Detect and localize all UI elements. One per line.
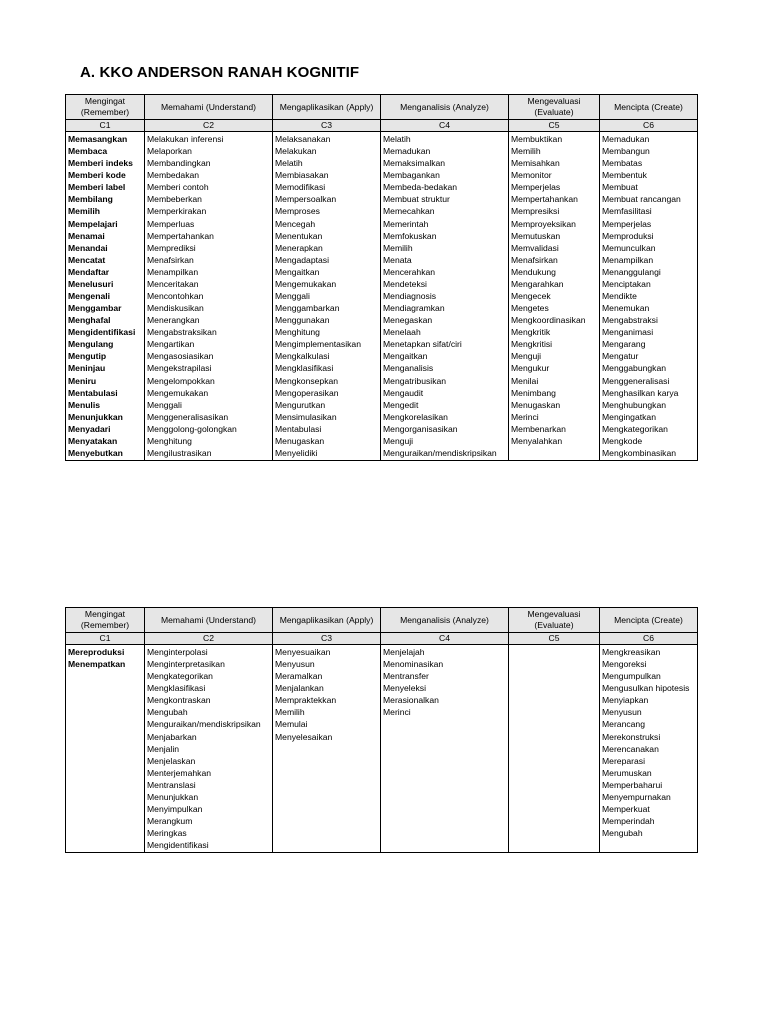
verb-item: Membiasakan xyxy=(275,170,329,181)
header-c3: Mengaplikasikan (Apply) xyxy=(273,608,381,633)
verb-item: Menjelajah xyxy=(383,647,425,657)
verb-item: Memecahkan xyxy=(383,206,435,217)
verb-item: Menelaah xyxy=(383,327,421,338)
verb-item: Memilih xyxy=(275,707,305,718)
verb-item: Mempertahankan xyxy=(511,194,578,205)
verb-item: Melakukan xyxy=(275,146,317,157)
page-title: A. KKO ANDERSON RANAH KOGNITIF xyxy=(80,64,360,81)
verb-item: Mencerahkan xyxy=(383,266,436,277)
verb-item: Menyebutkan xyxy=(68,448,123,459)
header-c2: Memahami (Understand) xyxy=(145,95,273,120)
verb-item: Mengabstraksi xyxy=(602,315,658,326)
verb-item: Mengimplementasikan xyxy=(275,339,361,350)
verb-item: Menghasilkan karya xyxy=(602,387,679,398)
verb-item: Memutuskan xyxy=(511,230,561,241)
verb-item: Mendikte xyxy=(602,291,637,302)
code-c3: C3 xyxy=(273,633,381,645)
verb-item: Mengoreksi xyxy=(602,659,647,670)
verb-item: Menyusun xyxy=(275,659,315,670)
verb-item: Mendukung xyxy=(511,266,556,277)
verb-item: Mentabulasi xyxy=(68,387,118,398)
verb-item: Menjelaskan xyxy=(147,755,196,766)
verb-item: Menamai xyxy=(68,230,105,241)
header-row xyxy=(66,95,698,120)
verb-item: Mereparasi xyxy=(602,755,645,766)
verb-item: Memberi kode xyxy=(68,170,126,181)
verb-item: Mengarang xyxy=(602,339,646,350)
verb-item: Mengabstraksikan xyxy=(147,327,217,338)
verb-item: Mengoperasikan xyxy=(275,387,339,398)
verb-item: Mengkontraskan xyxy=(147,695,211,706)
verb-item: Memadukan xyxy=(383,146,431,157)
verb-item: Mengenali xyxy=(68,291,111,302)
verb-item: Mentranslasi xyxy=(147,779,196,790)
verb-item: Mengklasifikasi xyxy=(275,363,334,374)
verb-item: Meninjau xyxy=(68,363,106,374)
verb-item: Mencegah xyxy=(275,218,316,229)
code-c1: C1 xyxy=(66,120,145,132)
verb-item: Memproyeksikan xyxy=(511,218,576,229)
verb-item: Mengemukakan xyxy=(147,387,209,398)
column-c5 xyxy=(509,132,600,461)
verb-item: Membeda-bedakan xyxy=(383,182,458,193)
verb-item: Mengkode xyxy=(602,435,643,446)
verb-item: Menjabarkan xyxy=(147,731,197,742)
verb-item: Memperjelas xyxy=(602,218,652,229)
verb-item: Mengkalkulasi xyxy=(275,351,330,362)
verb-item: Menggeneralisasi xyxy=(602,375,670,386)
verb-item: Mengidentifikasi xyxy=(68,327,136,338)
verb-item: Mencontohkan xyxy=(147,291,204,302)
verb-item: Membandingkan xyxy=(147,158,211,169)
column-c1 xyxy=(66,645,145,853)
verb-item: Membaca xyxy=(68,146,108,157)
verb-item: Menentukan xyxy=(275,230,323,241)
verb-item: Menggali xyxy=(275,291,310,302)
verb-item: Menghafal xyxy=(68,315,111,326)
verb-item: Menggabungkan xyxy=(602,363,667,374)
verb-item: Menyiapkan xyxy=(602,695,649,706)
verb-item: Menominasikan xyxy=(383,659,444,670)
verb-item: Mengklasifikasi xyxy=(147,683,206,694)
header-c5: Mengevaluasi (Evaluate) xyxy=(509,608,600,633)
verb-item: Menceritakan xyxy=(147,278,199,289)
verb-item: Memperkirakan xyxy=(147,206,207,217)
verb-item: Meramalkan xyxy=(275,671,323,682)
code-c3: C3 xyxy=(273,120,381,132)
verb-item: Mengasosiasikan xyxy=(147,351,214,362)
table-row xyxy=(66,645,698,853)
code-c4: C4 xyxy=(381,120,509,132)
kko-table-2 xyxy=(65,607,698,853)
verb-item: Mengemukakan xyxy=(275,278,337,289)
verb-item: Menghubungkan xyxy=(602,399,667,410)
verb-item: Melatih xyxy=(383,134,411,144)
verb-item: Menetapkan sifat/ciri xyxy=(383,339,462,350)
verb-item: Mengubah xyxy=(147,707,188,718)
verb-item: Menilai xyxy=(511,375,539,386)
verb-item: Meniru xyxy=(68,375,97,386)
verb-item: Menganimasi xyxy=(602,327,654,338)
code-row xyxy=(66,120,698,132)
verb-item: Merumuskan xyxy=(602,767,652,778)
verb-item: Memilih xyxy=(383,242,413,253)
verb-item: Mengingatkan xyxy=(602,411,656,422)
verb-item: Menerapkan xyxy=(275,242,323,253)
verb-item: Mendiskusikan xyxy=(147,303,204,314)
header-c1: Mengingat (Remember) xyxy=(66,95,145,120)
verb-item: Menanggulangi xyxy=(602,266,661,277)
verb-item: Menata xyxy=(383,254,412,265)
verb-item: Menyelidiki xyxy=(275,448,318,459)
verb-item: Menugaskan xyxy=(275,435,325,446)
verb-item: Menggambarkan xyxy=(275,303,340,314)
verb-item: Memulai xyxy=(275,719,308,730)
verb-item: Membuat rancangan xyxy=(602,194,681,205)
verb-item: Mengidentifikasi xyxy=(147,840,209,851)
verb-item: Menyesuaikan xyxy=(275,647,331,657)
verb-item: Membangun xyxy=(602,146,650,157)
verb-item: Membatas xyxy=(602,158,643,169)
verb-item: Memproduksi xyxy=(602,230,654,241)
verb-item: Mengukur xyxy=(511,363,550,374)
verb-item: Mempelajari xyxy=(68,218,118,229)
verb-item: Memprediksi xyxy=(147,242,196,253)
verb-item: Mengkreasikan xyxy=(602,647,661,657)
column-c1 xyxy=(66,132,145,461)
verb-item: Menginterpolasi xyxy=(147,647,208,657)
verb-item: Menjalin xyxy=(147,743,180,754)
header-row xyxy=(66,608,698,633)
verb-item: Memperkuat xyxy=(602,804,650,815)
verb-item: Mengilustrasikan xyxy=(147,448,212,459)
verb-item: Mengkorelasikan xyxy=(383,411,448,422)
verb-item: Membeberkan xyxy=(147,194,202,205)
verb-item: Menterjemahkan xyxy=(147,767,212,778)
verb-item: Mengkoordinasikan xyxy=(511,315,586,326)
verb-item: Menyelesaikan xyxy=(275,731,333,742)
verb-item: Merencanakan xyxy=(602,743,659,754)
verb-item: Mengkategorikan xyxy=(147,671,213,682)
verb-item: Menginterpretasikan xyxy=(147,659,225,670)
verb-item: Melatih xyxy=(275,158,303,169)
verb-item: Melaporkan xyxy=(147,146,192,157)
verb-item: Memperluas xyxy=(147,218,195,229)
verb-item: Menyusun xyxy=(602,707,642,718)
verb-item: Memilih xyxy=(511,146,541,157)
verb-item: Melaksanakan xyxy=(275,134,331,144)
code-c6: C6 xyxy=(600,120,698,132)
header-c4: Menganalisis (Analyze) xyxy=(381,608,509,633)
verb-item: Mentabulasi xyxy=(275,423,322,434)
verb-item: Mendeteksi xyxy=(383,278,427,289)
verb-item: Menjalankan xyxy=(275,683,324,694)
verb-item: Mengatur xyxy=(602,351,639,362)
header-c3: Mengaplikasikan (Apply) xyxy=(273,95,381,120)
verb-item: Memaksimalkan xyxy=(383,158,446,169)
verb-item: Membentuk xyxy=(602,170,647,181)
verb-item: Menyatakan xyxy=(68,435,118,446)
verb-item: Memperindah xyxy=(602,816,655,827)
verb-item: Membuat struktur xyxy=(383,194,450,205)
verb-item: Mengkategorikan xyxy=(602,423,668,434)
verb-item: Menemukan xyxy=(602,303,650,314)
column-c2 xyxy=(145,645,273,853)
verb-item: Merinci xyxy=(511,411,539,422)
verb-item: Mengkritisi xyxy=(511,339,553,350)
verb-item: Mencatat xyxy=(68,254,106,265)
verb-item: Menggolong-golongkan xyxy=(147,423,237,434)
column-c5 xyxy=(509,645,600,853)
verb-item: Mempersoalkan xyxy=(275,194,337,205)
verb-item: Mendiagnosis xyxy=(383,291,437,302)
verb-item: Menghitung xyxy=(275,327,320,338)
code-c6: C6 xyxy=(600,633,698,645)
verb-item: Memberi indeks xyxy=(68,158,133,169)
verb-item: Mengaitkan xyxy=(383,351,428,362)
verb-item: Memberi contoh xyxy=(147,182,209,193)
verb-item: Mengaudit xyxy=(383,387,424,398)
verb-item: Memisahkan xyxy=(511,158,560,169)
header-c1: Mengingat (Remember) xyxy=(66,608,145,633)
verb-item: Mengedit xyxy=(383,399,419,410)
header-c2: Memahami (Understand) xyxy=(145,608,273,633)
verb-item: Menggali xyxy=(147,399,182,410)
verb-item: Mengetes xyxy=(511,303,549,314)
header-c6: Mencipta (Create) xyxy=(600,608,698,633)
verb-item: Memunculkan xyxy=(602,242,656,253)
verb-item: Membuat xyxy=(602,182,638,193)
verb-item: Membilang xyxy=(68,194,113,205)
column-c3 xyxy=(273,645,381,853)
code-c5: C5 xyxy=(509,120,600,132)
verb-item: Menugaskan xyxy=(511,399,561,410)
column-c4 xyxy=(381,132,509,461)
verb-item: Mengaitkan xyxy=(275,266,320,277)
verb-item: Menelusuri xyxy=(68,278,114,289)
verb-item: Mempraktekkan xyxy=(275,695,337,706)
verb-item: Memilih xyxy=(68,206,100,217)
verb-item: Mengulang xyxy=(68,339,114,350)
verb-item: Mengubah xyxy=(602,828,643,839)
column-c2 xyxy=(145,132,273,461)
column-c3 xyxy=(273,132,381,461)
verb-item: Menafsirkan xyxy=(511,254,558,265)
verb-item: Menampilkan xyxy=(147,266,199,277)
verb-item: Mengadaptasi xyxy=(275,254,329,265)
code-c5: C5 xyxy=(509,633,600,645)
verb-item: Mengelompokkan xyxy=(147,375,215,386)
verb-item: Memberi label xyxy=(68,182,126,193)
verb-item: Memfasilitasi xyxy=(602,206,652,217)
kko-table-1 xyxy=(65,94,698,461)
verb-item: Menerangkan xyxy=(147,315,200,326)
verb-item: Membenarkan xyxy=(511,423,566,434)
column-c6 xyxy=(600,645,698,853)
verb-item: Menyadari xyxy=(68,423,111,434)
verb-item: Memperjelas xyxy=(511,182,561,193)
verb-item: Mengurutkan xyxy=(275,399,326,410)
verb-item: Mempresiksi xyxy=(511,206,560,217)
verb-item: Membedakan xyxy=(147,170,200,181)
verb-item: Memfokuskan xyxy=(383,230,437,241)
verb-item: Membuktikan xyxy=(511,134,563,144)
code-row xyxy=(66,633,698,645)
verb-item: Mengumpulkan xyxy=(602,671,661,682)
header-c5: Mengevaluasi (Evaluate) xyxy=(509,95,600,120)
verb-item: Mengusulkan hipotesis xyxy=(602,683,690,694)
table-row xyxy=(66,132,698,461)
verb-item: Meringkas xyxy=(147,828,187,839)
verb-item: Mendiagramkan xyxy=(383,303,445,314)
verb-item: Merancang xyxy=(602,719,645,730)
verb-item: Menggambar xyxy=(68,303,122,314)
verb-item: Membagankan xyxy=(383,170,440,181)
verb-item: Memproses xyxy=(275,206,320,217)
verb-item: Menyempurnakan xyxy=(602,791,671,802)
verb-item: Mengarahkan xyxy=(511,278,564,289)
verb-item: Menguji xyxy=(383,435,414,446)
verb-item: Memperbaharui xyxy=(602,779,663,790)
column-c6 xyxy=(600,132,698,461)
code-c4: C4 xyxy=(381,633,509,645)
verb-item: Menguraikan/mendiskripsikan xyxy=(383,448,497,459)
verb-item: Memodifikasi xyxy=(275,182,326,193)
verb-item: Menguji xyxy=(511,351,542,362)
verb-item: Menunjukkan xyxy=(147,791,199,802)
verb-item: Mengorganisasikan xyxy=(383,423,458,434)
verb-item: Menganalisis xyxy=(383,363,434,374)
code-c1: C1 xyxy=(66,633,145,645)
verb-item: Merangkum xyxy=(147,816,193,827)
verb-item: Mengatribusikan xyxy=(383,375,447,386)
verb-item: Mensimulasikan xyxy=(275,411,337,422)
verb-item: Menimbang xyxy=(511,387,556,398)
verb-item: Memerintah xyxy=(383,218,429,229)
verb-item: Menggeneralisasikan xyxy=(147,411,229,422)
verb-item: Menegaskan xyxy=(383,315,433,326)
verb-item: Merinci xyxy=(383,707,411,718)
verb-item: Mentransfer xyxy=(383,671,429,682)
verb-item: Menulis xyxy=(68,399,100,410)
verb-item: Menafsirkan xyxy=(147,254,194,265)
header-c4: Menganalisis (Analyze) xyxy=(381,95,509,120)
verb-item: Merekonstruksi xyxy=(602,731,661,742)
verb-item: Merasionalkan xyxy=(383,695,439,706)
verb-item: Memvalidasi xyxy=(511,242,559,253)
verb-item: Menempatkan xyxy=(68,659,126,670)
verb-item: Mengartikan xyxy=(147,339,195,350)
verb-item: Menunjukkan xyxy=(68,411,123,422)
verb-item: Menghitung xyxy=(147,435,192,446)
verb-item: Menguraikan/mendiskripsikan xyxy=(147,719,261,730)
header-c6: Mencipta (Create) xyxy=(600,95,698,120)
column-c4 xyxy=(381,645,509,853)
verb-item: Menyeleksi xyxy=(383,683,426,694)
verb-item: Menggunakan xyxy=(275,315,330,326)
verb-item: Memonitor xyxy=(511,170,552,181)
verb-item: Mempertahankan xyxy=(147,230,214,241)
code-c2: C2 xyxy=(145,120,273,132)
verb-item: Memasangkan xyxy=(68,134,128,144)
verb-item: Menyalahkan xyxy=(511,435,563,446)
verb-item: Mengkritik xyxy=(511,327,551,338)
verb-item: Melakukan inferensi xyxy=(147,134,224,144)
verb-item: Mendaftar xyxy=(68,266,110,277)
code-c2: C2 xyxy=(145,633,273,645)
verb-item: Mengkombinasikan xyxy=(602,448,677,459)
verb-item: Memadukan xyxy=(602,134,650,144)
verb-item: Menandai xyxy=(68,242,108,253)
verb-item: Menyimpulkan xyxy=(147,804,203,815)
verb-item: Mengkonsepkan xyxy=(275,375,339,386)
verb-item: Mengekstrapilasi xyxy=(147,363,212,374)
verb-item: Menciptakan xyxy=(602,278,651,289)
verb-item: Menampilkan xyxy=(602,254,654,265)
verb-item: Mengecek xyxy=(511,291,551,302)
verb-item: Mereproduksi xyxy=(68,647,125,657)
verb-item: Mengutip xyxy=(68,351,107,362)
